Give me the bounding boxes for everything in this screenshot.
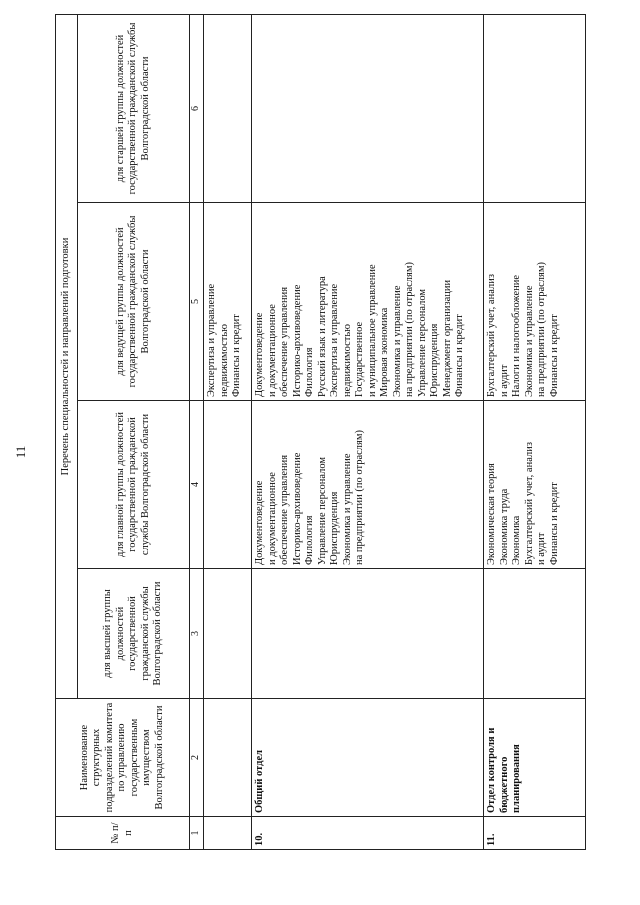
specialty-item: Финансы и кредит (454, 314, 465, 397)
specialty-item: Юриспруденция (329, 491, 340, 565)
cell-highest-group (484, 569, 586, 699)
specialty-item: Менеджмент организации (441, 279, 453, 397)
cell-senior-group (204, 14, 252, 202)
cell-leading-group (484, 203, 586, 401)
specialty-item: Бухгалтерский учет, анализ (523, 442, 535, 565)
header-specialties-group: Перечень специальностей и направлений подготовки (56, 14, 78, 698)
specialty-item: Экономика (511, 515, 522, 565)
cell-main-group (484, 401, 586, 569)
column-number: 3 (190, 569, 204, 699)
header-senior-group: для старшей группы должностей государственной гражданской службы Волгоградской области (78, 14, 190, 202)
column-number: 1 (190, 817, 204, 850)
specialty-item: недвижимостью (341, 324, 353, 397)
specialty-item: Документоведение (254, 312, 265, 397)
cell-senior-group (484, 14, 586, 202)
table-row (204, 14, 252, 849)
rotated-table-container (55, 15, 585, 850)
specialty-item: Экономика и управление (523, 285, 535, 397)
specialty-item: Историко-архивоведение (291, 284, 303, 397)
table-row (484, 14, 586, 849)
header-leading-group: для ведущей группы должностей государственной гражданской службы Волгоградской области (78, 203, 190, 401)
column-number: 2 (190, 699, 204, 817)
specialty-item: Экономическая теория (486, 463, 497, 565)
cell-leading-group (204, 203, 252, 401)
specialty-item: Налоги и налогообложение (511, 274, 522, 397)
cell-main-group (204, 401, 252, 569)
specialty-item: Русский язык и литература (316, 276, 328, 397)
cell-number (204, 817, 252, 850)
header-highest-group: для высшей группы должностей государственной гражданской службы Волгоградской области (78, 569, 190, 699)
header-number: № п/п (56, 817, 190, 850)
header-department-name: Наименование структурных подразделений комитета по управлению государственным имуществом Волгоградской области (56, 699, 190, 817)
table-row (252, 14, 484, 849)
specialty-item: Бухгалтерский учет, анализ (486, 274, 497, 397)
specialty-item: Историко-архивоведение (291, 452, 303, 565)
cell-highest-group (204, 569, 252, 699)
specialty-item: Экспертиза и управление (329, 283, 340, 397)
cell-highest-group (252, 569, 484, 699)
specialty-item: Финансы и кредит (548, 482, 560, 565)
specialty-item: Финансы и кредит (548, 314, 560, 397)
specialty-item: и документационное (266, 304, 278, 397)
specialty-item: на предприятии (по отраслям) (536, 261, 547, 397)
specialty-item: Филология (304, 515, 315, 565)
cell-number: 11. (484, 817, 586, 850)
column-number: 5 (190, 203, 204, 401)
cell-number: 10. (252, 817, 484, 850)
specialty-item: и аудит (536, 532, 547, 565)
cell-department-name: Общий отдел (252, 699, 484, 817)
cell-leading-group (252, 203, 484, 401)
page-number: 11 (13, 445, 28, 459)
specialty-item: Финансы и кредит (231, 314, 242, 397)
specialty-item: обеспечение управления (279, 286, 290, 397)
specialty-item: Юриспруденция (429, 323, 440, 397)
cell-senior-group (252, 14, 484, 202)
specialty-item: Экономика и управление (341, 453, 353, 565)
specialty-item: Экономика и управление (391, 285, 403, 397)
specialty-item: Управление персоналом (316, 456, 328, 565)
specialty-item: недвижимостью (218, 324, 230, 397)
specialty-item: и аудит (498, 364, 510, 397)
specialty-item: Документоведение (254, 480, 265, 565)
cell-department-name: Отдел контроля и бюджетного планирования (484, 699, 586, 817)
specialty-item: Экономика труда (498, 488, 510, 565)
column-number: 6 (190, 14, 204, 202)
specialties-table (55, 14, 586, 850)
cell-main-group (252, 401, 484, 569)
specialty-item: на предприятии (по отраслям) (404, 261, 415, 397)
specialty-item: Мировая экономика (379, 307, 390, 397)
specialty-item: на предприятии (по отраслям) (354, 429, 365, 565)
specialty-item: Филология (304, 347, 315, 397)
specialty-item: Экспертиза и управление (206, 283, 217, 397)
specialty-item: обеспечение управления (279, 454, 290, 565)
specialty-item: Государственное (354, 321, 365, 397)
header-main-group: для главной группы должностей государственной гражданской службы Волгоградской области (78, 401, 190, 569)
specialty-item: и муниципальное управление (366, 264, 378, 397)
specialty-item: Управление персоналом (416, 288, 428, 397)
column-number: 4 (190, 401, 204, 569)
cell-department-name (204, 699, 252, 817)
specialty-item: и документационное (266, 472, 278, 565)
